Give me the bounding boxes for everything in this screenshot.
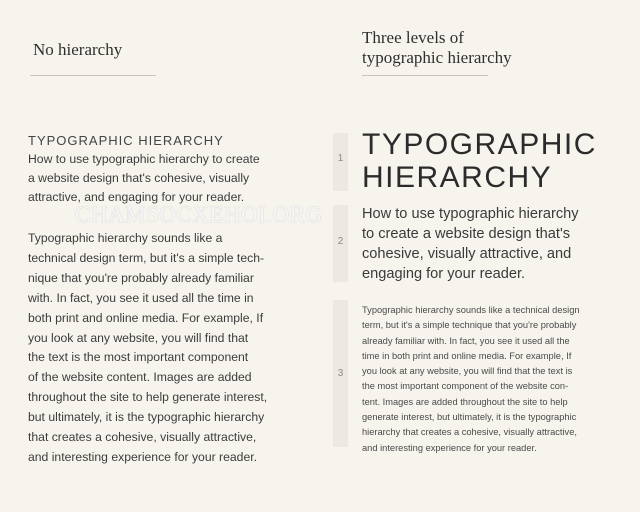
left-body-line: throughout the site to help generate interest, — [28, 390, 268, 405]
watermark: CHAMSOCXEHOI.ORG — [75, 202, 323, 227]
left-body-line: both print and online media. For example, If — [28, 310, 264, 325]
level-3-body-paragraph — [362, 303, 632, 456]
right-heading-divider — [362, 75, 488, 76]
left-body-line: technical design term, but it's a simple tech- — [28, 250, 265, 265]
level-3-body-line: term, but it's a simple technique that you're probably — [362, 320, 577, 331]
level-3-body-line: you look at any website, you will find that the text is — [362, 366, 573, 377]
level-3-number: 3 — [337, 368, 344, 379]
left-body-line: Typographic hierarchy sounds like a — [28, 231, 223, 245]
left-body-line: you look at any website, you will find that — [28, 330, 249, 345]
level-2-subtitle — [362, 204, 632, 284]
level-2-number: 2 — [337, 236, 344, 247]
level-3-body-line: already familiar with. In fact, you see it used all the — [362, 335, 570, 346]
left-body-line: with. In fact, you see it used all the time in — [28, 290, 254, 305]
left-body-line: but ultimately, it is the typographic hierarchy — [28, 410, 265, 425]
level-2-subtitle-line: engaging for your reader. — [362, 266, 526, 282]
level-1-title-line: TYPOGRAPHIC — [362, 128, 597, 161]
level-3-body-line: the most important component of the website con- — [362, 381, 569, 392]
left-body-line: the text is the most important component — [28, 350, 249, 365]
no-hierarchy-heading: No hierarchy — [33, 40, 123, 59]
level-1-title — [362, 128, 597, 194]
left-body-line: that creates a cohesive, visually attractive, — [28, 430, 257, 445]
left-subtitle-line: How to use typographic hierarchy to create — [28, 152, 260, 166]
level-1-number: 1 — [337, 153, 344, 164]
level-3-body-line: hierarchy that creates a cohesive, visually attractive, — [362, 427, 577, 438]
level-2-subtitle-line: cohesive, visually attractive, and — [362, 246, 572, 262]
level-2-subtitle-line: How to use typographic hierarchy — [362, 206, 579, 222]
left-title: TYPOGRAPHIC HIERARCHY — [28, 133, 224, 148]
three-levels-heading — [362, 28, 512, 68]
level-3-body-line: and interesting experience for your reader. — [362, 442, 537, 453]
left-subtitle-line: attractive, and engaging for your reader. — [28, 190, 245, 204]
left-heading-divider — [30, 75, 156, 76]
level-3-body-line: tent. Images are added throughout the site to help — [362, 396, 568, 407]
left-body-line: and interesting experience for your reader. — [28, 449, 257, 464]
three-levels-heading-line: typographic hierarchy — [362, 48, 512, 67]
level-3-body-line: generate interest, but ultimately, it is the typographic — [362, 412, 577, 423]
left-body-line: nique that you're probably already familiar — [28, 270, 254, 285]
left-subtitle — [28, 150, 313, 207]
left-subtitle-line: a website design that's cohesive, visually — [28, 171, 250, 185]
left-body-paragraph — [28, 229, 313, 468]
level-1-title-line: HIERARCHY — [362, 161, 553, 194]
level-3-body-line: Typographic hierarchy sounds like a technical design — [362, 305, 580, 315]
level-3-body-line: time in both print and online media. For example, If — [362, 350, 572, 361]
three-levels-heading-line: Three levels of — [362, 28, 464, 47]
level-2-subtitle-line: to create a website design that's — [362, 226, 571, 242]
left-body-line: of the website content. Images are added — [28, 370, 252, 385]
